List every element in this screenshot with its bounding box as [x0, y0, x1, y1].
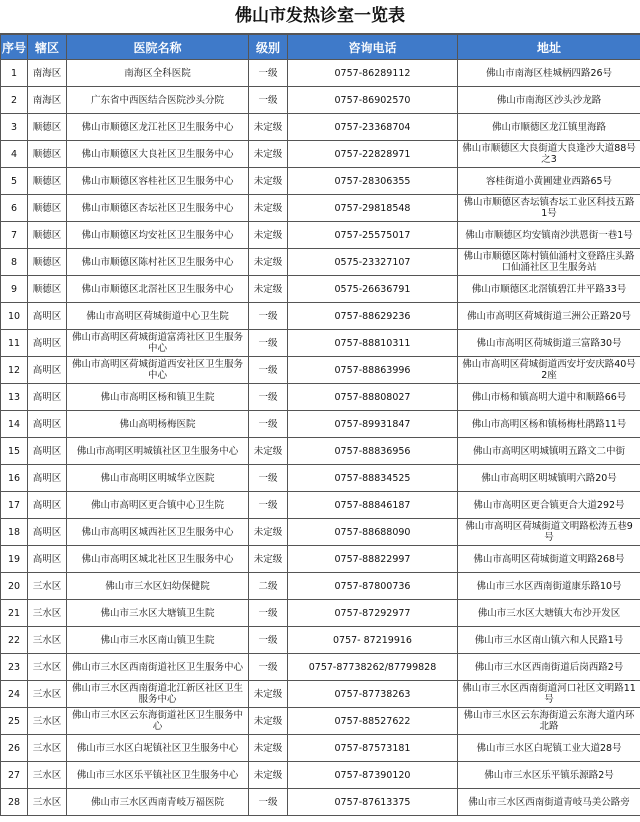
cell-phone: 0757-88836956	[288, 438, 458, 465]
cell-level: 未定级	[249, 735, 288, 762]
page-title: 佛山市发热诊室一览表	[0, 0, 640, 34]
cell-index: 3	[1, 114, 28, 141]
cell-district: 三水区	[28, 708, 67, 735]
cell-level: 一级	[249, 87, 288, 114]
cell-district: 南海区	[28, 60, 67, 87]
cell-hospital-name: 佛山市高明区城西社区卫生服务中心	[67, 519, 249, 546]
cell-district: 高明区	[28, 492, 67, 519]
cell-index: 19	[1, 546, 28, 573]
cell-index: 5	[1, 168, 28, 195]
cell-level: 一级	[249, 303, 288, 330]
table-row	[1, 735, 640, 762]
cell-phone: 0757-23368704	[288, 114, 458, 141]
cell-address: 佛山市顺德区北滘镇碧江井平路33号	[458, 276, 640, 303]
cell-district: 三水区	[28, 627, 67, 654]
cell-phone: 0757-87573181	[288, 735, 458, 762]
cell-hospital-name: 佛山市三水区大塘镇卫生院	[67, 600, 249, 627]
cell-index: 18	[1, 519, 28, 546]
cell-level: 未定级	[249, 141, 288, 168]
cell-level: 未定级	[249, 222, 288, 249]
cell-level: 一级	[249, 600, 288, 627]
table-row	[1, 195, 640, 222]
cell-district: 高明区	[28, 546, 67, 573]
cell-district: 三水区	[28, 573, 67, 600]
cell-level: 未定级	[249, 249, 288, 276]
cell-phone: 0757-28306355	[288, 168, 458, 195]
cell-district: 顺德区	[28, 114, 67, 141]
cell-index: 14	[1, 411, 28, 438]
table-row	[1, 249, 640, 276]
cell-address: 佛山市三水区白坭镇工业大道28号	[458, 735, 640, 762]
cell-hospital-name: 佛山市三水区妇幼保健院	[67, 573, 249, 600]
cell-index: 25	[1, 708, 28, 735]
cell-hospital-name: 佛山市高明区更合镇中心卫生院	[67, 492, 249, 519]
cell-index: 21	[1, 600, 28, 627]
cell-hospital-name: 佛山市顺德区杏坛社区卫生服务中心	[67, 195, 249, 222]
cell-address: 佛山市南海区桂城柄四路26号	[458, 60, 640, 87]
cell-level: 一级	[249, 627, 288, 654]
cell-level: 未定级	[249, 438, 288, 465]
cell-index: 2	[1, 87, 28, 114]
cell-hospital-name: 佛山市高明区荷城街道西安社区卫生服务中心	[67, 357, 249, 384]
cell-address: 佛山市高明区荷城街道文明路268号	[458, 546, 640, 573]
cell-district: 高明区	[28, 519, 67, 546]
cell-level: 未定级	[249, 114, 288, 141]
cell-phone: 0757-87800736	[288, 573, 458, 600]
cell-hospital-name: 佛山市高明区城北社区卫生服务中心	[67, 546, 249, 573]
cell-level: 一级	[249, 465, 288, 492]
cell-phone: 0757-88810311	[288, 330, 458, 357]
cell-hospital-name: 佛山市三水区乐平镇社区卫生服务中心	[67, 762, 249, 789]
cell-address: 佛山市三水区西南街道河口社区文明路11号	[458, 681, 640, 708]
table-row	[1, 60, 640, 87]
cell-index: 1	[1, 60, 28, 87]
cell-district: 高明区	[28, 465, 67, 492]
cell-phone: 0757-87292977	[288, 600, 458, 627]
cell-district: 顺德区	[28, 249, 67, 276]
cell-address: 佛山市高明区明城镇明五路文二中街	[458, 438, 640, 465]
table-row	[1, 708, 640, 735]
cell-index: 9	[1, 276, 28, 303]
cell-hospital-name: 佛山市顺德区龙江社区卫生服务中心	[67, 114, 249, 141]
table-row	[1, 762, 640, 789]
cell-index: 4	[1, 141, 28, 168]
cell-index: 17	[1, 492, 28, 519]
cell-level: 二级	[249, 573, 288, 600]
cell-address: 佛山市高明区荷城街道三洲公正路20号	[458, 303, 640, 330]
cell-hospital-name: 佛山市高明区荷城街道中心卫生院	[67, 303, 249, 330]
cell-index: 27	[1, 762, 28, 789]
cell-district: 三水区	[28, 735, 67, 762]
table-row	[1, 411, 640, 438]
header-phone: 咨询电话	[288, 35, 458, 60]
table-row	[1, 114, 640, 141]
cell-address: 佛山市高明区更合镇更合大道292号	[458, 492, 640, 519]
table-row	[1, 330, 640, 357]
cell-index: 24	[1, 681, 28, 708]
cell-level: 一级	[249, 789, 288, 816]
cell-address: 佛山市三水区西南街道康乐路10号	[458, 573, 640, 600]
cell-phone: 0575-26636791	[288, 276, 458, 303]
table-row	[1, 222, 640, 249]
cell-index: 16	[1, 465, 28, 492]
table-row	[1, 438, 640, 465]
cell-hospital-name: 佛山市三水区白坭镇社区卫生服务中心	[67, 735, 249, 762]
cell-phone: 0757-87738262/87799828	[288, 654, 458, 681]
cell-index: 20	[1, 573, 28, 600]
cell-index: 8	[1, 249, 28, 276]
cell-phone: 0757-25575017	[288, 222, 458, 249]
cell-level: 一级	[249, 384, 288, 411]
cell-hospital-name: 佛山市顺德区陈村社区卫生服务中心	[67, 249, 249, 276]
cell-address: 佛山市三水区乐平镇乐源路2号	[458, 762, 640, 789]
cell-hospital-name: 佛山市顺德区大良社区卫生服务中心	[67, 141, 249, 168]
table-row	[1, 168, 640, 195]
cell-phone: 0757-87613375	[288, 789, 458, 816]
cell-district: 顺德区	[28, 195, 67, 222]
cell-phone: 0757- 87219916	[288, 627, 458, 654]
cell-phone: 0757-88822997	[288, 546, 458, 573]
cell-phone: 0757-87390120	[288, 762, 458, 789]
cell-phone: 0757-88863996	[288, 357, 458, 384]
cell-address: 佛山市顺德区陈村镇仙涌村文登路庄头路口仙涌社区卫生服务站	[458, 249, 640, 276]
cell-phone: 0757-88808027	[288, 384, 458, 411]
header-index: 序号	[1, 35, 28, 60]
cell-hospital-name: 佛山市顺德区均安社区卫生服务中心	[67, 222, 249, 249]
cell-district: 三水区	[28, 600, 67, 627]
cell-level: 未定级	[249, 762, 288, 789]
cell-index: 10	[1, 303, 28, 330]
cell-index: 11	[1, 330, 28, 357]
cell-address: 佛山市三水区云东海街道云东海大道内环北路	[458, 708, 640, 735]
cell-level: 一级	[249, 60, 288, 87]
clinic-table	[0, 34, 640, 816]
table-row	[1, 141, 640, 168]
header-district: 辖区	[28, 35, 67, 60]
cell-address: 佛山市高明区杨和镇杨梅杜鹃路11号	[458, 411, 640, 438]
header-address: 地址	[458, 35, 640, 60]
cell-district: 三水区	[28, 762, 67, 789]
cell-address: 佛山市高明区荷城街道西安圩安庆路40号2座	[458, 357, 640, 384]
table-row	[1, 384, 640, 411]
table-row	[1, 681, 640, 708]
cell-district: 顺德区	[28, 276, 67, 303]
cell-index: 7	[1, 222, 28, 249]
table-row	[1, 465, 640, 492]
cell-index: 22	[1, 627, 28, 654]
cell-phone: 0757-88629236	[288, 303, 458, 330]
cell-level: 一级	[249, 411, 288, 438]
header-hospital-name: 医院名称	[67, 35, 249, 60]
cell-hospital-name: 佛山市顺德区容桂社区卫生服务中心	[67, 168, 249, 195]
cell-district: 高明区	[28, 330, 67, 357]
cell-phone: 0757-86902570	[288, 87, 458, 114]
table-row	[1, 87, 640, 114]
cell-level: 未定级	[249, 168, 288, 195]
cell-address: 佛山市顺德区杏坛镇杏坛工业区科技五路1号	[458, 195, 640, 222]
cell-district: 高明区	[28, 357, 67, 384]
cell-hospital-name: 佛山市三水区西南青岐万福医院	[67, 789, 249, 816]
cell-level: 一级	[249, 492, 288, 519]
table-row	[1, 357, 640, 384]
cell-level: 未定级	[249, 708, 288, 735]
cell-address: 佛山市顺德区龙江镇里海路	[458, 114, 640, 141]
cell-district: 顺德区	[28, 168, 67, 195]
cell-district: 高明区	[28, 438, 67, 465]
cell-hospital-name: 佛山市三水区西南街道北江新区社区卫生服务中心	[67, 681, 249, 708]
cell-address: 容桂街道小黄圃建业西路65号	[458, 168, 640, 195]
cell-phone: 0757-88688090	[288, 519, 458, 546]
cell-level: 一级	[249, 330, 288, 357]
cell-hospital-name: 佛山市高明区明城镇社区卫生服务中心	[67, 438, 249, 465]
cell-hospital-name: 南海区全科医院	[67, 60, 249, 87]
cell-index: 23	[1, 654, 28, 681]
cell-hospital-name: 佛山市顺德区北滘社区卫生服务中心	[67, 276, 249, 303]
cell-phone: 0757-29818548	[288, 195, 458, 222]
cell-index: 12	[1, 357, 28, 384]
cell-level: 未定级	[249, 681, 288, 708]
cell-address: 佛山市三水区大塘镇大布沙开发区	[458, 600, 640, 627]
cell-level: 未定级	[249, 519, 288, 546]
table-header-row	[1, 35, 640, 60]
cell-district: 顺德区	[28, 222, 67, 249]
cell-address: 佛山市高明区明城镇明六路20号	[458, 465, 640, 492]
cell-hospital-name: 广东省中西医结合医院沙头分院	[67, 87, 249, 114]
table-row	[1, 519, 640, 546]
table-row	[1, 546, 640, 573]
cell-hospital-name: 佛山市三水区云东海街道社区卫生服务中心	[67, 708, 249, 735]
cell-phone: 0757-86289112	[288, 60, 458, 87]
cell-level: 一级	[249, 654, 288, 681]
table-row	[1, 492, 640, 519]
cell-district: 高明区	[28, 303, 67, 330]
cell-level: 未定级	[249, 276, 288, 303]
table-row	[1, 303, 640, 330]
cell-hospital-name: 佛山市高明区明城华立医院	[67, 465, 249, 492]
cell-phone: 0757-22828971	[288, 141, 458, 168]
cell-address: 佛山市高明区荷城街道三富路30号	[458, 330, 640, 357]
cell-hospital-name: 佛山市高明区杨和镇卫生院	[67, 384, 249, 411]
cell-phone: 0757-88834525	[288, 465, 458, 492]
table-row	[1, 573, 640, 600]
cell-address: 佛山市高明区荷城街道文明路松涛五巷9号	[458, 519, 640, 546]
cell-district: 三水区	[28, 789, 67, 816]
cell-address: 佛山市三水区西南街道后岗西路2号	[458, 654, 640, 681]
cell-index: 6	[1, 195, 28, 222]
cell-hospital-name: 佛山市高明区荷城街道富湾社区卫生服务中心	[67, 330, 249, 357]
cell-district: 三水区	[28, 681, 67, 708]
cell-address: 佛山市顺德区大良街道大良逢沙大道88号之3	[458, 141, 640, 168]
cell-level: 未定级	[249, 195, 288, 222]
cell-address: 佛山市杨和镇高明大道中和顺路66号	[458, 384, 640, 411]
cell-address: 佛山市三水区南山镇六和人民路1号	[458, 627, 640, 654]
table-row	[1, 600, 640, 627]
cell-index: 15	[1, 438, 28, 465]
table-row	[1, 789, 640, 816]
cell-district: 南海区	[28, 87, 67, 114]
table-row	[1, 276, 640, 303]
cell-level: 一级	[249, 357, 288, 384]
cell-district: 高明区	[28, 384, 67, 411]
cell-district: 顺德区	[28, 141, 67, 168]
cell-index: 13	[1, 384, 28, 411]
cell-hospital-name: 佛山市三水区西南街道社区卫生服务中心	[67, 654, 249, 681]
table-row	[1, 654, 640, 681]
table-row	[1, 627, 640, 654]
cell-hospital-name: 佛山高明杨梅医院	[67, 411, 249, 438]
cell-district: 三水区	[28, 654, 67, 681]
cell-phone: 0757-88527622	[288, 708, 458, 735]
header-level: 级别	[249, 35, 288, 60]
cell-district: 高明区	[28, 411, 67, 438]
cell-phone: 0757-88846187	[288, 492, 458, 519]
cell-index: 26	[1, 735, 28, 762]
cell-level: 未定级	[249, 546, 288, 573]
cell-hospital-name: 佛山市三水区南山镇卫生院	[67, 627, 249, 654]
cell-address: 佛山市南海区沙头沙龙路	[458, 87, 640, 114]
cell-index: 28	[1, 789, 28, 816]
cell-phone: 0575-23327107	[288, 249, 458, 276]
cell-phone: 0757-87738263	[288, 681, 458, 708]
cell-phone: 0757-89931847	[288, 411, 458, 438]
cell-address: 佛山市三水区西南街道青岐马美公路旁	[458, 789, 640, 816]
cell-address: 佛山市顺德区均安镇南沙洪恩街一巷1号	[458, 222, 640, 249]
